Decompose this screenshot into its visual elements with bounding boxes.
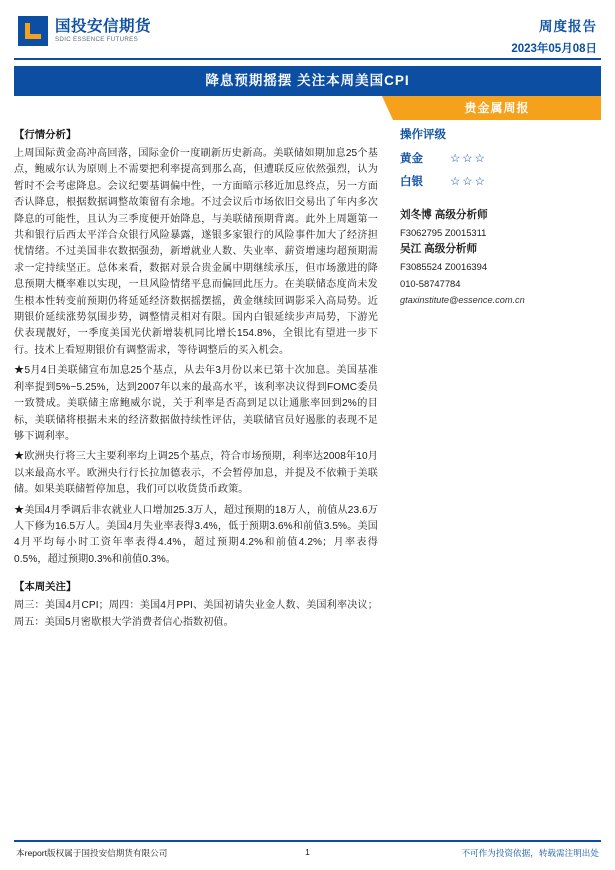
analyst-name-1: 刘冬博 高级分析师 bbox=[400, 209, 488, 221]
paragraph-weekly-focus: 周三：美国4月CPI；周四：美国4月PPI、美国初请失业金人数、美国利率决议；周五：美国5月密歇根大学消费者信心指数初值。 bbox=[14, 600, 378, 628]
logo-company-name-en: SDIC ESSENCE FUTURES bbox=[55, 35, 139, 43]
analyst-codes-2: F3085524 Z0016394 bbox=[400, 261, 488, 272]
analyst-name-2: 吴江 高级分析师 bbox=[400, 243, 478, 255]
rating-section-title: 操作评级 bbox=[400, 129, 446, 141]
logo-text bbox=[55, 19, 151, 44]
page-footer bbox=[0, 840, 615, 870]
report-date-label: 2023年05月08日 bbox=[511, 43, 597, 55]
footer-divider bbox=[14, 840, 601, 842]
sidebar-column bbox=[388, 126, 601, 836]
paragraph-ecb-rate-hike: ★欧洲央行将三大主要利率均上调25个基点，符合市场预期，利率达2008年10月以来最高水平。欧洲央行行长拉加德表示，不会暂停加息，并提及不依赖于美联储。如果美联储暂停加息，我们可以收货货币政策。 bbox=[14, 451, 378, 496]
report-title-band bbox=[14, 66, 601, 96]
rating-stars-gold: ☆☆☆ bbox=[450, 153, 487, 165]
header-meta bbox=[511, 15, 597, 56]
analyst-codes-1: F3062795 Z0015311 bbox=[400, 227, 487, 238]
paragraph-fed-rate-hike: ★5月4日美联储宣布加息25个基点，从去年3月份以来已第十次加息。美国基准利率提到5%~5.25%，达到2007年以来的最高水平，该利率决议得到FOMC委员一致赞成。美联储主席鲍威尔说，关于利率是否高到足以让通胀率回到2%的目标，美联储将根据未来的经济数据做持续性评估，美联储官员好遏胀的表现不足够下调利率。 bbox=[14, 365, 378, 442]
footer-disclaimer: 不可作为投资依据，转载需注明出处 bbox=[461, 848, 599, 858]
rating-row-gold bbox=[400, 150, 601, 166]
logo-mark-icon bbox=[18, 16, 48, 46]
rating-stars-silver: ☆☆☆ bbox=[450, 176, 487, 188]
report-subtitle-row bbox=[14, 96, 601, 122]
content-columns bbox=[14, 126, 601, 836]
analyst-contact-block bbox=[400, 207, 601, 309]
analyst-phone: 010-58747784 bbox=[400, 278, 461, 289]
page-header bbox=[0, 0, 615, 62]
footer-page-number: 1 bbox=[305, 847, 310, 857]
company-logo bbox=[18, 16, 151, 46]
report-category-tab bbox=[393, 96, 601, 120]
paragraph-nonfarm-payrolls: ★美国4月季调后非农就业人口增加25.3万人，超过预期的18万人，前值从23.6万人下修为16.5万人。美国4月失业率表得3.4%，低于预期3.6%和前值3.5%。美国4月平均每小时工资年率表得4.4%，超过预期4.2%和前值4.2%；月率表得0.5%，超过预期0.3%和前值0.3%。 bbox=[14, 504, 378, 565]
rating-row-silver bbox=[400, 173, 601, 189]
analyst-email[interactable]: gtaxinstitute@essence.com.cn bbox=[400, 295, 525, 305]
rating-label-silver: 白银 bbox=[400, 176, 423, 188]
section-heading-focus: 【本周关注】 bbox=[14, 582, 77, 594]
main-text-column bbox=[14, 126, 388, 836]
logo-company-name-cn: 国投安信期货 bbox=[55, 17, 152, 35]
footer-copyright: 本report版权属于国投安信期货有限公司 bbox=[16, 848, 168, 858]
report-category-label: 贵金属周报 bbox=[464, 101, 530, 115]
section-heading-analysis: 【行情分析】 bbox=[14, 130, 77, 141]
paragraph-market-review: 上周国际黄金高冲高回落，国际金价一度刷新历史新高。美联储如期加息25个基点，鲍威尔认为原则上不需要把利率提高到那么高，但遭联反应依然强烈，认为暂时不会考虑降息。会议纪要基调偏中性，一方面暗示移近加息终点，另一方面否认降息，根据数据调整故策留有余地。不过会议后市场依旧交易出了年内多次降息的可能性，且认为三季度便开始降息，与美联储预期背离。此外上周题第一共和银行后西太平洋合众银行风险暴露，遂银多家银行的风险事件加大了经济担忧情绪。不过美国非农数据强劲，新增就业人数、失业率、薪资增速均超预期需求一定持续坚正。总体来看，数据对景合贵金属中期继续承压，但市场激进的降息预期大概率难以实现，一旦风险情绪平息而偏回此压力。在美联储态度尚未发生根本性转变前预期仍将延延经济数据摇摆摇，黄金继续回调影采入高局势。近期银价延续涨势氛围步势，调整情灵相对有限。国内白银延续步声局势，下游光伏表现靓好，一季度美国光伏新增装机同比增长154.8%，全银比有望进一步下行。技术上看短期银价有调整需求，等待调整后的买入机会。 bbox=[14, 148, 378, 356]
page-title: 降息预期摇摆 关注本周美国CPI bbox=[205, 73, 410, 88]
report-type-label: 周度报告 bbox=[539, 19, 597, 34]
header-divider bbox=[14, 58, 601, 60]
rating-label-gold: 黄金 bbox=[400, 153, 423, 165]
